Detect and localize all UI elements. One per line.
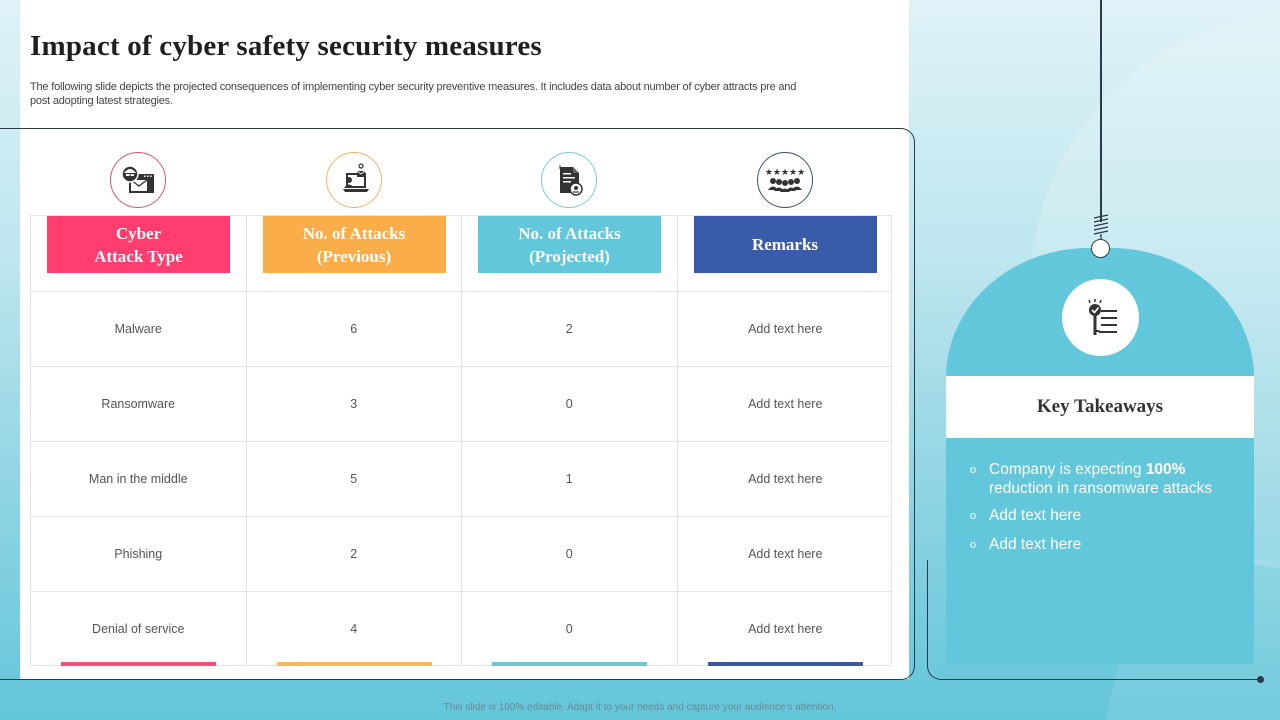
table-cell: Add text here	[748, 546, 823, 561]
column-accent-bar	[492, 662, 647, 666]
rated-audience-icon	[757, 152, 813, 208]
document-threat-icon	[541, 152, 597, 208]
header-line: No. of Attacks	[518, 223, 621, 243]
hanging-string	[1100, 0, 1102, 222]
table-cell: Add text here	[748, 396, 823, 411]
spring-coil-icon	[1090, 212, 1112, 242]
column-accent-bar	[61, 662, 216, 666]
svg-text:★★★★★: ★★★★★	[765, 168, 805, 178]
header-attack-type	[47, 216, 230, 273]
hacker-email-icon	[110, 152, 166, 208]
list-item	[970, 460, 1234, 498]
takeaway-text	[989, 460, 1234, 498]
table-cell: Add text here	[748, 471, 823, 486]
table-cell: 1	[565, 471, 573, 486]
table-cell: 0	[565, 621, 573, 636]
takeaways-title: Key Takeaways	[946, 376, 1254, 438]
table-cell: Malware	[114, 321, 162, 336]
page-subtitle: The following slide depicts the projected consequences of implementing cyber security preventive measures. It includes data about number of cyber attracts pre and post adopting latest strategies.	[30, 81, 797, 107]
attacks-table	[30, 215, 892, 666]
header-attacks-projected	[478, 216, 661, 273]
column-accent-bar	[277, 662, 432, 666]
header-line: Remarks	[751, 235, 819, 254]
table-cell: Add text here	[748, 621, 823, 636]
bullet-icon: o	[970, 464, 977, 476]
header-line: (Projected)	[529, 246, 610, 266]
header-line: Attack Type	[94, 246, 183, 266]
bullet-icon: o	[970, 510, 977, 522]
header-line: Cyber	[115, 223, 162, 243]
takeaways-list	[946, 438, 1254, 664]
header-attacks-previous	[263, 216, 446, 273]
connector-end-dot	[1257, 676, 1264, 683]
table-cell: 5	[350, 471, 358, 486]
table-cell: 3	[350, 396, 358, 411]
table-cell: Man in the middle	[88, 471, 188, 486]
table-cell: Denial of service	[92, 621, 185, 636]
bullet-icon: o	[970, 539, 977, 551]
column-attacks-previous	[247, 216, 463, 665]
list-item	[970, 506, 1234, 527]
table-cell: Ransomware	[101, 396, 176, 411]
column-remarks	[678, 216, 894, 665]
table-cell: 2	[565, 321, 573, 336]
header-line: No. of Attacks	[302, 223, 406, 243]
table-cell: 6	[350, 321, 358, 336]
takeaway-highlight: 100%	[1145, 461, 1186, 478]
table-cell: Phishing	[114, 546, 163, 561]
hanging-ring	[1091, 239, 1110, 258]
table-cell: Add text here	[748, 321, 823, 336]
takeaway-text: Add text here	[989, 536, 1082, 553]
table-cell: 2	[350, 546, 358, 561]
list-item	[970, 535, 1234, 556]
page-title: Impact of cyber safety security measures	[30, 30, 542, 62]
key-checklist-icon	[1062, 279, 1139, 356]
hacker-laptop-icon	[326, 152, 382, 208]
takeaway-text-part: Company is expecting	[989, 461, 1146, 478]
table-cell: 0	[565, 546, 573, 561]
column-accent-bar	[708, 662, 863, 666]
header-line: (Previous)	[316, 246, 392, 266]
takeaway-text: Add text here	[989, 507, 1082, 524]
takeaway-text-part: reduction in ransomware attacks	[989, 480, 1213, 497]
table-cell: 0	[565, 396, 573, 411]
column-attacks-projected	[462, 216, 678, 665]
column-attack-type	[31, 216, 247, 665]
table-cell: 4	[350, 621, 358, 636]
header-remarks	[694, 216, 877, 273]
footer-note: This slide is 100% editable. Adapt it to your needs and capture your audience's attention.	[443, 702, 837, 713]
